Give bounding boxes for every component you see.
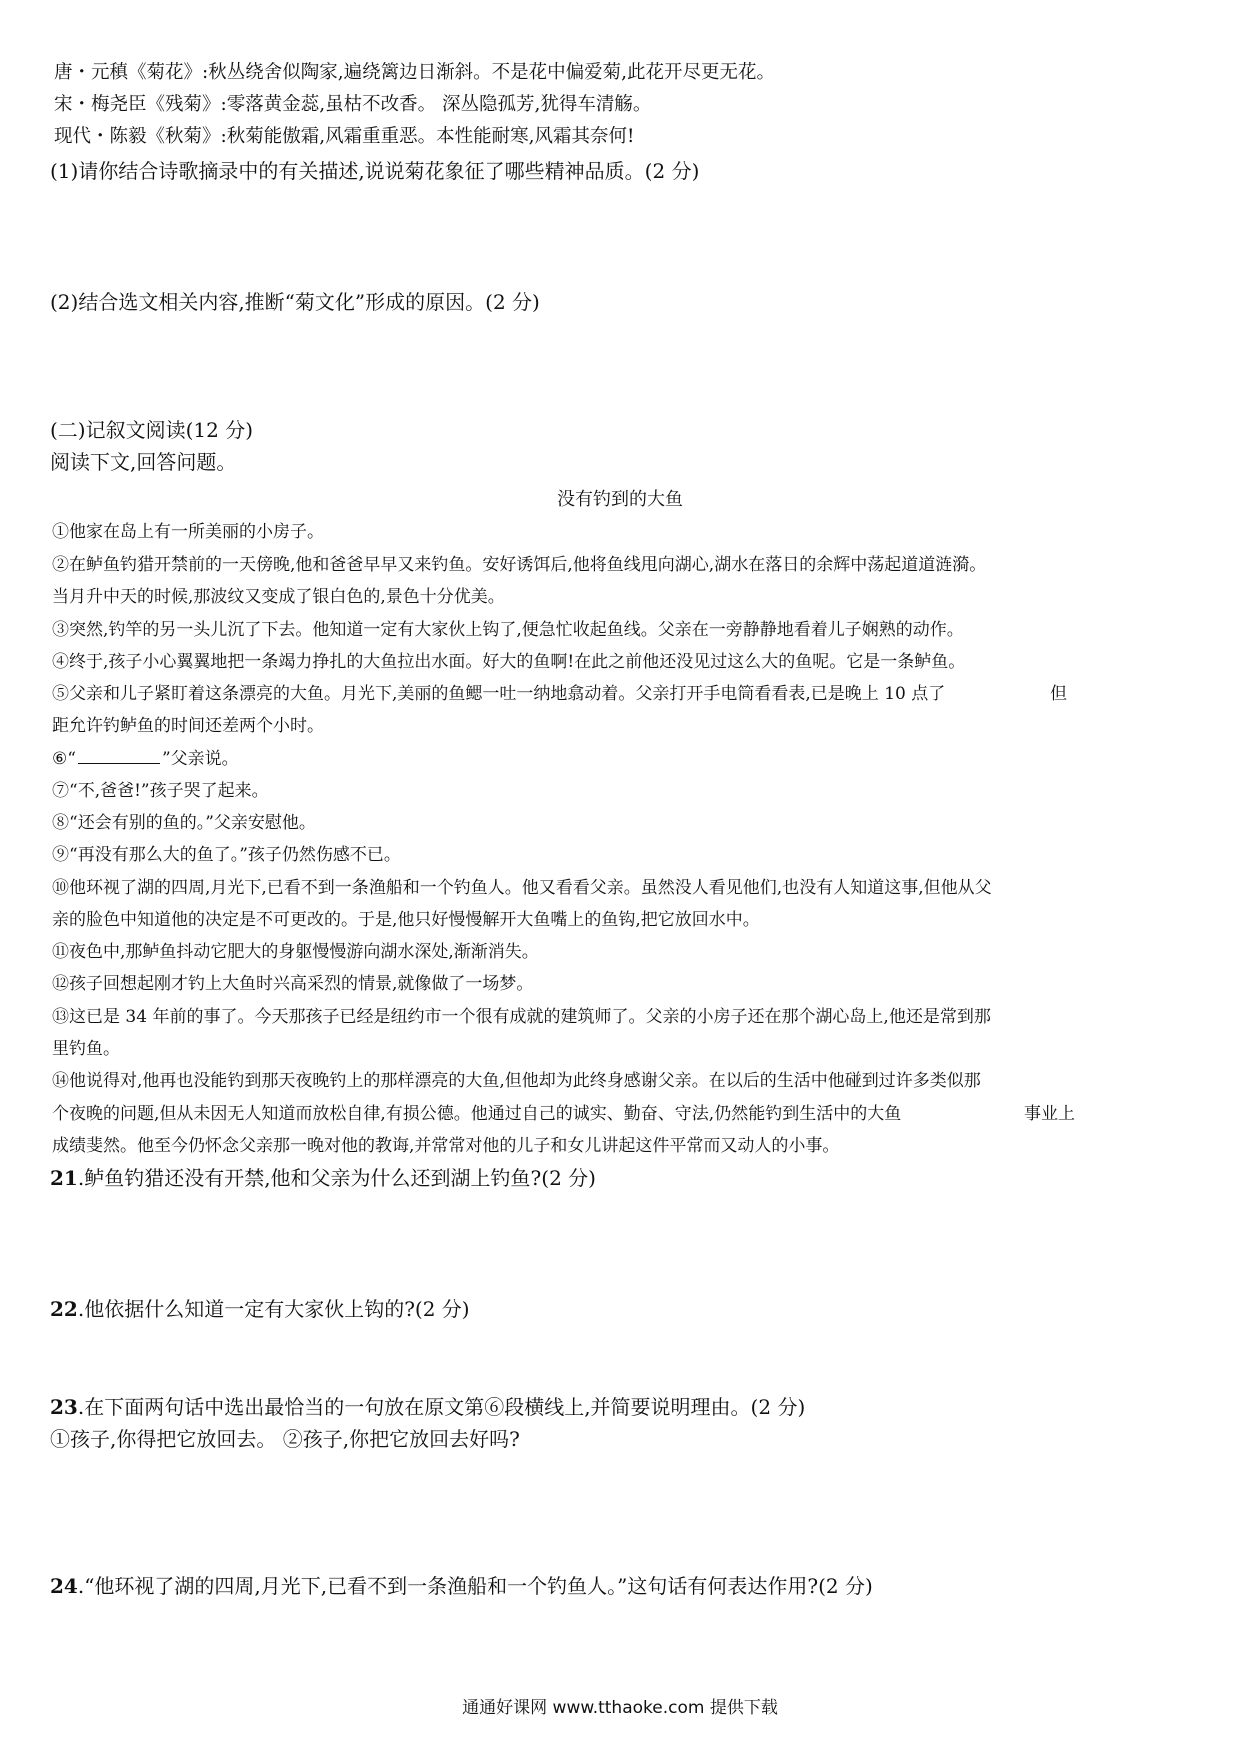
paragraph-10-line-1: ⑩他环视了湖的四周,月光下,已看不到一条渔船和一个钓鱼人。他又看看父亲。虽然没人看见他们,也没有人知道这事,但他从父 [52,878,992,898]
instruction-text: 阅读下文,回答问题。 [50,450,237,474]
poem-line-1: 唐・元稹《菊花》:秋丛绕舍似陶家,遍绕篱边日渐斜。不是花中偏爱菊,此花开尽更无花。 [54,62,775,83]
paragraph-13-line-1: ⑬这已是 34 年前的事了。今天那孩子已经是纽约市一个很有成就的建筑师了。父亲的小房子还在那个湖心岛上,他还是常到那 [52,1007,991,1027]
question-21 [50,1166,596,1190]
paragraph-2-line-1: ②在鲈鱼钓猎开禁前的一天傍晚,他和爸爸早早又来钓鱼。安好诱饵后,他将鱼线甩向湖心,湖水在落日的余辉中荡起道道涟漪。 [52,555,987,575]
paragraph-12: ⑫孩子回想起刚才钓上大鱼时兴高采烈的情景,就像做了一场梦。 [52,974,534,994]
paragraph-6-close: ”父亲说。 [161,749,239,769]
paragraph-4: ④终于,孩子小心翼翼地把一条竭力挣扎的大鱼拉出水面。好大的鱼啊!在此之前他还没见过这么大的鱼呢。它是一条鲈鱼。 [52,652,966,672]
question-number: 21 [50,1166,78,1190]
question-23 [50,1395,805,1419]
question-number: 23 [50,1395,78,1419]
paragraph-14-line-2: 个夜晚的问题,但从未因无人知道而放松自律,有损公德。他通过自己的诚实、勤奋、守法,仍然能钓到生活中的大鱼 [52,1104,902,1124]
question-22 [50,1297,470,1321]
footer-text: 通通好课网 www.tthaoke.com 提供下载 [462,1698,778,1718]
question-text: .在下面两句话中选出最恰当的一句放在原文第⑥段横线上,并简要说明理由。(2 分) [77,1395,806,1419]
paragraph-14-line-1: ⑭他说得对,他再也没能钓到那天夜晚钓上的那样漂亮的大鱼,但他却为此终身感谢父亲。在以后的生活中他碰到过许多类似那 [52,1071,981,1091]
story-title: 没有钓到的大鱼 [557,489,683,510]
question-poem-1: (1)请你结合诗歌摘录中的有关描述,说说菊花象征了哪些精神品质。(2 分) [50,159,700,183]
answer-blank[interactable] [78,749,160,764]
paragraph-5-tail: 但 [1050,684,1067,704]
question-number: 24 [50,1574,78,1598]
paragraph-1: ①他家在岛上有一所美丽的小房子。 [52,522,324,542]
paragraph-11: ⑪夜色中,那鲈鱼抖动它肥大的身躯慢慢游向湖水深处,渐渐消失。 [52,942,539,962]
paragraph-3: ③突然,钓竿的另一头儿沉了下去。他知道一定有大家伙上钩了,便急忙收起鱼线。父亲在一旁静静地看着儿子娴熟的动作。 [52,620,964,640]
paragraph-9: ⑨“再没有那么大的鱼了。”孩子仍然伤感不已。 [52,845,401,865]
poem-line-3: 现代・陈毅《秋菊》:秋菊能傲霜,风霜重重恶。本性能耐寒,风霜其奈何! [54,126,635,147]
paragraph-10-line-2: 亲的脸色中知道他的决定是不可更改的。于是,他只好慢慢解开大鱼嘴上的鱼钩,把它放回水中。 [52,910,760,930]
paragraph-6 [52,749,239,769]
question-text: .他依据什么知道一定有大家伙上钩的?(2 分) [77,1297,470,1321]
paragraph-5-line-1: ⑤父亲和儿子紧盯着这条漂亮的大鱼。月光下,美丽的鱼鳃一吐一纳地翕动着。父亲打开手电筒看看表,已是晚上 10 点了 [52,684,946,704]
paragraph-7: ⑦“不,爸爸!”孩子哭了起来。 [52,781,269,801]
question-text: .鲈鱼钓猎还没有开禁,他和父亲为什么还到湖上钓鱼?(2 分) [77,1166,596,1190]
poem-line-2: 宋・梅尧臣《残菊》:零落黄金蕊,虽枯不改香。 深丛隐孤芳,犹得车清觞。 [54,94,652,115]
question-text: .“他环视了湖的四周,月光下,已看不到一条渔船和一个钓鱼人。”这句话有何表达作用?(2 分) [77,1574,873,1598]
paragraph-8: ⑧“还会有别的鱼的。”父亲安慰他。 [52,813,316,833]
paragraph-5-line-2: 距允许钓鲈鱼的时间还差两个小时。 [52,716,324,736]
paragraph-14-line-3: 成绩斐然。他至今仍怀念父亲那一晚对他的教诲,并常常对他的儿子和女儿讲起这件平常而又动人的小事。 [52,1136,840,1156]
question-24 [50,1574,873,1598]
section-heading: (二)记叙文阅读(12 分) [50,418,254,442]
question-poem-2: (2)结合选文相关内容,推断“菊文化”形成的原因。(2 分) [50,290,540,314]
paragraph-2-line-2: 当月升中天的时候,那波纹又变成了银白色的,景色十分优美。 [52,587,505,607]
paragraph-13-line-2: 里钓鱼。 [52,1039,120,1059]
paragraph-6-open: ⑥“ [52,749,76,769]
question-number: 22 [50,1297,78,1321]
question-23-options: ①孩子,你得把它放回去。 ②孩子,你把它放回去好吗? [50,1427,520,1451]
paragraph-14-tail: 事业上 [1024,1104,1075,1124]
